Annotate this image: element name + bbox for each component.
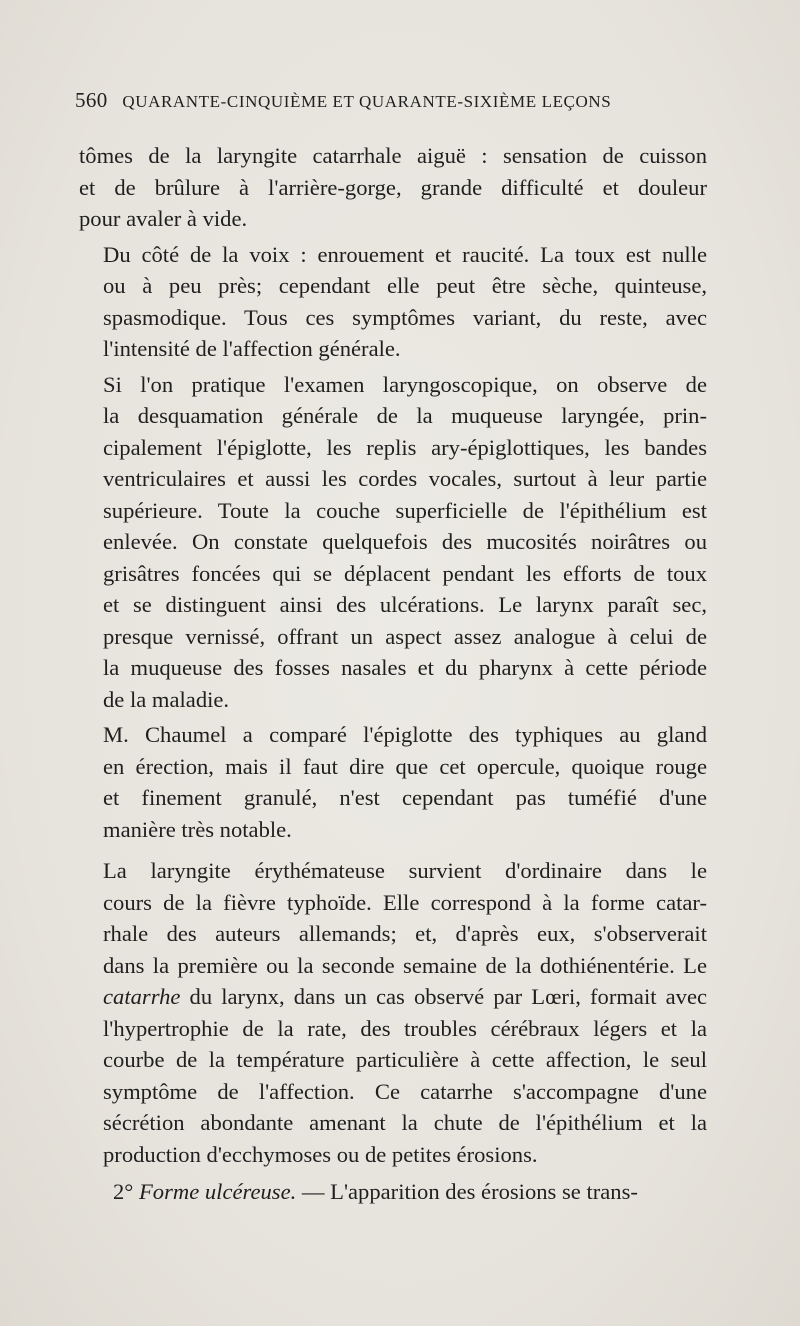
section-heading: Forme ulcéreuse. (139, 1179, 297, 1204)
text-line-rest: du larynx, dans un cas observé par Lœri, formait avec (189, 984, 707, 1009)
paragraph-5 (79, 855, 707, 1170)
section-heading-line (79, 1176, 707, 1208)
text-line: cipalement l'épiglotte, les replis ary-épiglottiques, les bandes (103, 434, 707, 460)
text-line: rhale des auteurs allemands; et, d'après eux, s'observerait (103, 921, 707, 946)
running-title: QUARANTE-CINQUIÈME ET QUARANTE-SIXIÈME LEÇONS (122, 92, 612, 111)
text-line: ou à peu près; cependant elle peut être sèche, quinteuse, (103, 273, 707, 298)
text-line: enlevée. On constate quelquefois des mucosités noirâtres ou (103, 529, 707, 554)
text-line: Du côté de la voix : enrouement et raucité. La toux est nulle (103, 241, 707, 267)
text-line: courbe de la température particulière à cette affection, le seul (103, 1047, 707, 1072)
text-line: grisâtres foncées qui se déplacent pendant les efforts de toux (103, 560, 707, 586)
text-line: et se distinguent ainsi des ulcérations. Le larynx paraît sec, (103, 592, 707, 617)
text-line: M. Chaumel a comparé l'épiglotte des typhiques au gland (103, 722, 707, 747)
text-line: pour avaler à vide. (79, 206, 248, 231)
italic-term: catarrhe (103, 984, 181, 1009)
text-line: et finement granulé, n'est cependant pas tuméfié d'une (103, 785, 707, 810)
text-line: Si l'on pratique l'examen laryngoscopique, on observe de (103, 371, 707, 397)
text-line: la muqueuse des fosses nasales et du pharynx à cette période (103, 655, 707, 680)
text-line: presque vernissé, offrant un aspect assez analogue à celui de (103, 623, 707, 649)
text-line: l'hypertrophie de la rate, des troubles cérébraux légers et la (103, 1015, 707, 1041)
text-line: production d'ecchymoses ou de petites érosions. (103, 1141, 538, 1167)
text-line: manière très notable. (103, 816, 292, 842)
text-line: symptôme de l'affection. Ce catarrhe s'accompagne d'une (103, 1078, 707, 1104)
text-line: ventriculaires et aussi les cordes vocales, surtout à leur partie (103, 466, 707, 491)
body-text (79, 140, 707, 1170)
text-line: de la maladie. (103, 686, 230, 712)
text-line: supérieure. Toute la couche superficielle de l'épithélium est (103, 497, 707, 523)
paragraph-1 (79, 140, 707, 235)
text-line (79, 981, 707, 1013)
text-line: et de brûlure à l'arrière-gorge, grande difficulté et douleur (79, 174, 707, 200)
paragraph-2 (79, 239, 707, 365)
text-line: l'intensité de l'affection générale. (103, 336, 401, 361)
section-text: — L'apparition des érosions se trans- (296, 1179, 638, 1204)
text-line: spasmodique. Tous ces symptômes variant, du reste, avec (103, 304, 707, 330)
text-line: dans la première ou la seconde semaine de la dothiénentérie. Le (103, 952, 707, 978)
text-line: la desquamation générale de la muqueuse laryngée, prin- (103, 403, 707, 428)
running-header (75, 88, 715, 113)
paragraph-4 (79, 719, 707, 845)
text-line: sécrétion abondante amenant la chute de l'épithélium et la (103, 1110, 707, 1135)
text-line: tômes de la laryngite catarrhale aiguë : sensation de cuisson (79, 143, 707, 168)
text-line: La laryngite érythémateuse survient d'ordinaire dans le (103, 858, 707, 883)
text-line: cours de la fièvre typhoïde. Elle correspond à la forme catar- (103, 889, 707, 915)
paragraph-3 (79, 369, 707, 716)
text-line: en érection, mais il faut dire que cet opercule, quoique rouge (103, 753, 707, 779)
page-number: 560 (75, 88, 108, 112)
section-number: 2° (113, 1179, 134, 1204)
